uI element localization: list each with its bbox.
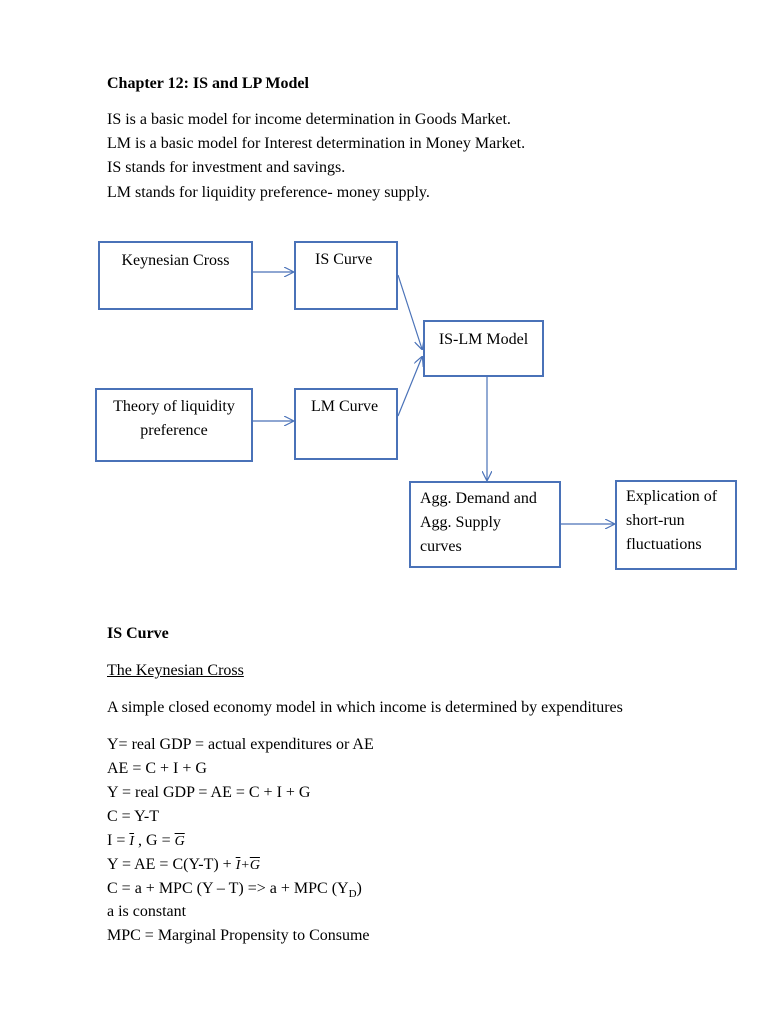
box-label: Explication of [626,488,718,505]
equation-line [107,831,185,852]
box-label: IS-LM Model [438,331,529,348]
eq-text: , G = [134,832,175,849]
eq-plus: + [240,858,250,873]
box-label: preference [140,422,208,439]
box-label: IS Curve [315,251,373,268]
intro-line: IS stands for investment and savings. [107,159,346,176]
eq-investment-bar: $\overline{I}$ [129,834,135,849]
equation-line: AE = C + I + G [107,760,207,777]
eq-subscript: D [348,888,357,901]
equation-line: a is constant [107,903,187,920]
page-title: Chapter 12: IS and LP Model [107,75,309,92]
equation-line: MPC = Marginal Propensity to Consume [107,927,370,944]
arrow-lm-to-islm [398,357,422,416]
box-keynesian-cross [98,241,253,310]
box-is-curve [294,241,398,310]
box-label: curves [420,538,462,555]
box-theory-liquidity [95,388,253,462]
eq-text: Y = AE = C(Y-T) + [107,856,236,873]
intro-line: LM stands for liquidity preference- money supply. [107,184,430,201]
box-label: short-run [626,512,685,529]
eq-government-bar: $\overline{G}$ [174,834,185,849]
section-subheading: The Keynesian Cross [107,662,244,679]
equation-line: C = Y-T [107,808,159,825]
box-label: Agg. Demand and [420,490,537,507]
eq-government-bar: $\overline{G}$ [249,858,260,873]
box-label: Theory of liquidity [113,398,235,415]
arrow-is-to-islm [398,275,422,349]
section-description: A simple closed economy model in which income is determined by expenditures [107,699,623,716]
equation-line: Y= real GDP = actual expenditures or AE [107,736,374,753]
box-explication [615,480,737,570]
box-label: fluctuations [626,536,702,553]
box-label: Keynesian Cross [121,252,230,269]
box-label: Agg. Supply [420,514,501,531]
intro-line: IS is a basic model for income determination in Goods Market. [107,111,511,128]
eq-text: C = a + MPC (Y – T) => a + MPC (Y [107,880,349,897]
box-label: LM Curve [311,398,379,415]
eq-text: I = [107,832,130,849]
section-heading: IS Curve [107,625,169,642]
box-lm-curve [294,388,398,460]
equation-line: Y = real GDP = AE = C + I + G [107,784,311,801]
intro-line: LM is a basic model for Interest determination in Money Market. [107,135,526,152]
box-agg-demand-supply [409,481,561,568]
equation-line [107,855,260,876]
eq-text: ) [356,880,362,897]
equation-line [107,879,362,899]
box-islm-model [423,320,544,377]
eq-investment-bar: $\overline{I}$ [235,858,241,873]
